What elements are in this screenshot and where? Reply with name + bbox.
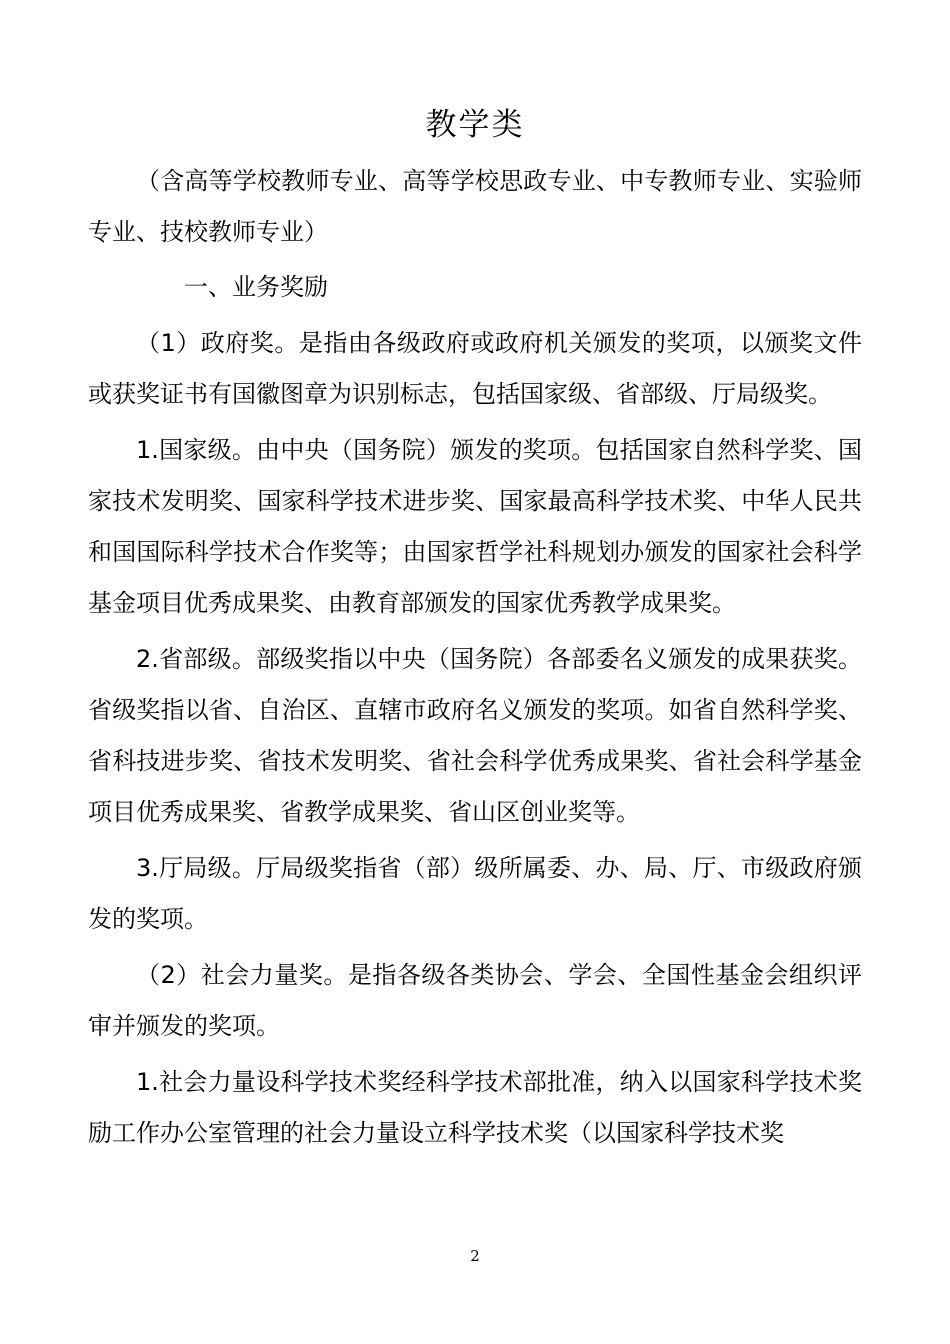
subtitle-paragraph: （含高等学校教师专业、高等学校思政专业、中专教师专业、实验师专业、技校教师专业）: [88, 167, 862, 246]
paragraph-social-science-award: 1.社会力量设科学技术奖经科学技术部批准，纳入以国家科学技术奖励工作办公室管理的社会力量设立科学技术奖（以国家科学技术奖: [88, 1068, 862, 1147]
paragraph-bureau-level: 3.厅局级。厅局级奖指省（部）级所属委、办、局、厅、市级政府颁发的奖项。: [88, 854, 862, 933]
paragraph-provincial-level: 2.省部级。部级奖指以中央（国务院）各部委名义颁发的成果获奖。省级奖指以省、自治区、直辖市政府名义颁发的奖项。如省自然科学奖、省科技进步奖、省技术发明奖、省社会科学优秀成果奖、省社会科学基金项目优秀成果奖、省教学成果奖、省山区创业奖等。: [88, 645, 862, 826]
paragraph-government-award: （1）政府奖。是指由各级政府或政府机关颁发的奖项，以颁奖文件或获奖证书有国徽图章为识别标志，包括国家级、省部级、厅局级奖。: [88, 329, 862, 408]
paragraph-national-level: 1.国家级。由中央（国务院）颁发的奖项。包括国家自然科学奖、国家技术发明奖、国家科学技术进步奖、国家最高科学技术奖、中华人民共和国国际科学技术合作奖等；由国家哲学社科规划办颁发的国家社会科学基金项目优秀成果奖、由教育部颁发的国家优秀教学成果奖。: [88, 436, 862, 617]
page-number: 2: [470, 1247, 480, 1265]
document-title: 教学类: [425, 107, 525, 143]
section-heading: 一、业务奖励: [184, 273, 328, 301]
paragraph-social-award: （2）社会力量奖。是指各级各类协会、学会、全国性基金会组织评审并颁发的奖项。: [88, 961, 862, 1040]
